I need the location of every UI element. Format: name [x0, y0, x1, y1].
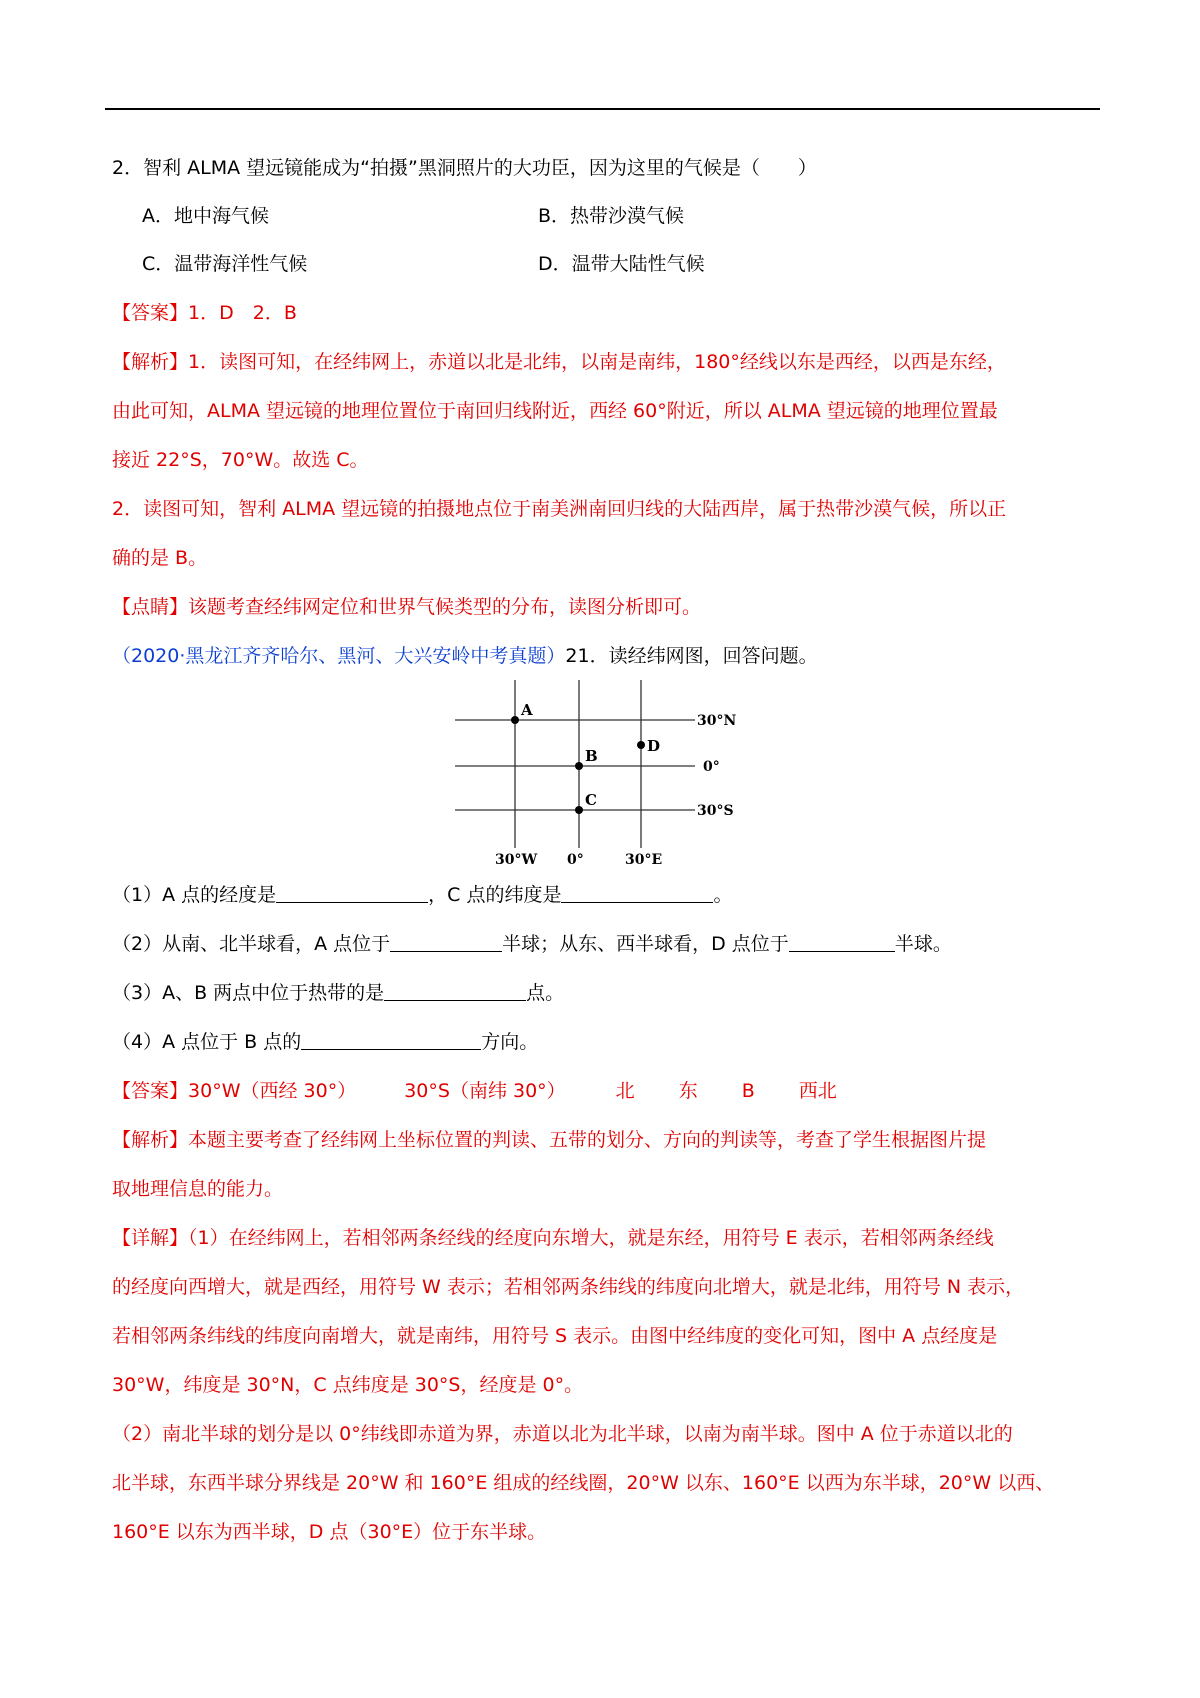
answer-item-2: 30°S（南纬 30°）: [404, 1080, 566, 1102]
point-c-label: C: [585, 791, 597, 809]
blank-d-hemisphere[interactable]: [789, 931, 895, 952]
analysis-tag: 【解析】: [112, 351, 189, 373]
comment-block: [112, 594, 701, 620]
lat-label-30s: 30°S: [697, 803, 734, 819]
answer-tag: 【答案】: [112, 1080, 189, 1102]
blank-a-longitude[interactable]: [276, 882, 428, 903]
lon-label-30w: 30°W: [495, 852, 538, 868]
lat-label-30n: 30°N: [697, 713, 737, 729]
answer-block-1: [112, 300, 297, 326]
analysis-tag: 【解析】: [112, 1129, 189, 1151]
sub-question-2: [112, 931, 952, 957]
analysis-line-5: 确的是 B。: [112, 547, 208, 569]
detail-text: （1）在经纬网上，若相邻两条经线的经度向东增大，就是东经，用符号 E 表示，若相邻两条经线: [188, 1227, 994, 1249]
blank-c-latitude[interactable]: [561, 882, 713, 903]
sub-question-3-text-b: 点。: [526, 982, 565, 1004]
question-source: （2020·黑龙江齐齐哈尔、黑河、大兴安岭中考真题）: [112, 645, 566, 667]
option-d: D．温带大陆性气候: [538, 253, 705, 275]
answer-item-6: 西北: [798, 1080, 837, 1102]
sub-question-2-text-c: 半球。: [894, 933, 952, 955]
detail-line-6: 北半球，东西半球分界线是 20°W 和 160°E 组成的经线圈，20°W 以东、160°E 以西为东半球，20°W 以西、: [112, 1472, 1055, 1494]
detail-line-4: 30°W，纬度是 30°N，C 点纬度是 30°S，经度是 0°。: [112, 1374, 584, 1396]
analysis2-line-2: 取地理信息的能力。: [112, 1178, 284, 1200]
answer-text: 1．D 2．B: [188, 302, 297, 324]
sub-question-4-text-b: 方向。: [481, 1031, 539, 1053]
sub-question-2-text-a: （2）从南、北半球看，A 点位于: [112, 933, 391, 955]
answer-tag: 【答案】: [112, 302, 189, 324]
detail-line-5: （2）南北半球的划分是以 0°纬线即赤道为界，赤道以北为北半球，以南为南半球。图中 A 位于赤道以北的: [112, 1423, 1013, 1445]
sub-question-4-text-a: （4）A 点位于 B 点的: [112, 1031, 302, 1053]
sub-question-1-text-b: ，C 点的纬度是: [428, 884, 562, 906]
analysis-line-2: 由此可知，ALMA 望远镜的地理位置位于南回归线附近，西经 60°附近，所以 ALMA 望远镜的地理位置最: [112, 400, 998, 422]
question-21-heading: [112, 643, 818, 669]
analysis2-text: 本题主要考查了经纬网上坐标位置的判读、五带的划分、方向的判读等，考查了学生根据图片提: [188, 1129, 987, 1151]
point-a-label: A: [521, 701, 533, 719]
detail-line-2: 的经度向西增大，就是西经，用符号 W 表示；若相邻两条纬线的纬度向北增大，就是北纬，用符号 N 表示，: [112, 1276, 1025, 1298]
analysis2-line-1: [112, 1127, 986, 1153]
detail-line-1: [112, 1225, 994, 1251]
detail-tag: 【详解】: [112, 1227, 189, 1249]
lon-label-30e: 30°E: [625, 852, 663, 868]
blank-direction[interactable]: [301, 1029, 481, 1050]
analysis-line-4: 2．读图可知，智利 ALMA 望远镜的拍摄地点位于南美洲南回归线的大陆西岸，属于热带沙漠气候，所以正: [112, 498, 1007, 520]
option-a: A．地中海气候: [142, 205, 269, 227]
lon-label-prime: 0°: [567, 852, 584, 868]
answer-item-3: 北: [615, 1080, 635, 1102]
question-21-text: 21．读经纬网图，回答问题。: [565, 645, 818, 667]
option-c: C．温带海洋性气候: [142, 253, 308, 275]
detail-line-7: 160°E 以东为西半球，D 点（30°E）位于东半球。: [112, 1521, 547, 1543]
lat-label-equator: 0°: [703, 759, 720, 775]
analysis-line-3: 接近 22°S，70°W。故选 C。: [112, 449, 369, 471]
point-b-label: B: [585, 747, 598, 765]
lat-long-grid-figure: [455, 680, 745, 870]
sub-question-2-text-b: 半球；从东、西半球看，D 点位于: [502, 933, 789, 955]
point-d-label: D: [647, 737, 661, 755]
sub-question-3: [112, 980, 564, 1006]
point-a: [511, 716, 519, 724]
question-2-stem: 2．智利 ALMA 望远镜能成为“拍摄”黑洞照片的大功臣，因为这里的气候是（ ）: [112, 157, 817, 179]
blank-a-hemisphere[interactable]: [390, 931, 502, 952]
sub-question-1: [112, 882, 732, 908]
answer-item-5: B: [741, 1080, 755, 1102]
detail-line-3: 若相邻两条纬线的纬度向南增大，就是南纬，用符号 S 表示。由图中经纬度的变化可知，图中 A 点经度是: [112, 1325, 998, 1347]
blank-tropical-point[interactable]: [384, 980, 526, 1001]
answer-item-4: 东: [678, 1080, 698, 1102]
option-b: B．热带沙漠气候: [538, 205, 685, 227]
comment-tag: 【点睛】: [112, 596, 189, 618]
answer-item-1: 30°W（西经 30°）: [188, 1080, 357, 1102]
point-b: [575, 762, 583, 770]
sub-question-1-text-c: 。: [713, 884, 733, 906]
analysis-line-1: [112, 349, 1006, 375]
point-c: [575, 806, 583, 814]
sub-question-1-text-a: （1）A 点的经度是: [112, 884, 277, 906]
answer-block-2: [112, 1078, 837, 1104]
point-d: [637, 741, 645, 749]
sub-question-3-text-a: （3）A、B 两点中位于热带的是: [112, 982, 385, 1004]
analysis-text: 1．读图可知，在经纬网上，赤道以北是北纬，以南是南纬，180°经线以东是西经，以西是东经，: [188, 351, 1006, 373]
header-rule: [105, 108, 1100, 110]
comment-text: 该题考查经纬网定位和世界气候类型的分布，读图分析即可。: [188, 596, 702, 618]
sub-question-4: [112, 1029, 538, 1055]
